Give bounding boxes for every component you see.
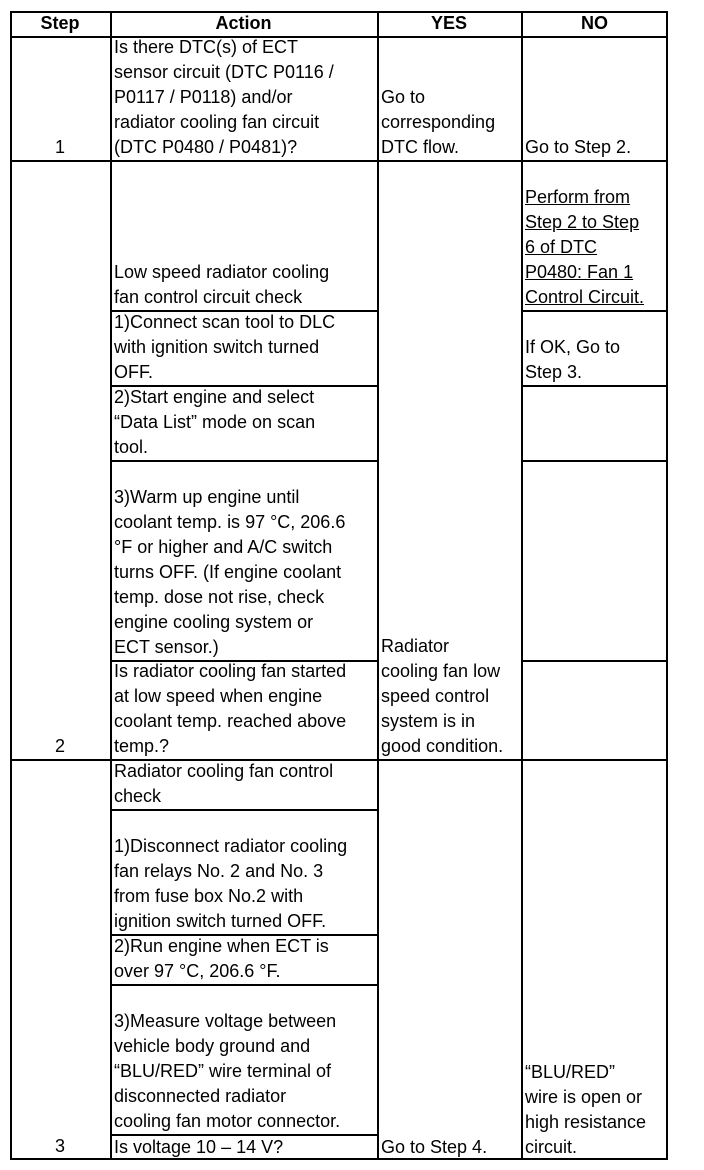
action-text: coolant temp. reached above [114, 711, 347, 731]
yes-text: Go to Step 4. [381, 1137, 488, 1157]
action-text: temp.? [114, 736, 170, 756]
no-divider [521, 460, 668, 462]
action-title-cell [110, 160, 377, 310]
action-text: “Data List” mode on scan [114, 412, 316, 432]
action-text: cooling fan motor connector. [114, 1111, 341, 1131]
yes-text: DTC flow. [381, 137, 460, 157]
yes-cell [377, 759, 521, 1160]
action-title-cell [110, 759, 377, 809]
no-text: If OK, Go to [525, 337, 621, 357]
action-text: 1)Disconnect radiator cooling [114, 836, 348, 856]
action-text: over 97 °C, 206.6 °F. [114, 961, 281, 981]
step-number: 3 [54, 1136, 65, 1156]
action-cell [110, 35, 377, 160]
yes-cell [377, 35, 521, 160]
action-text: coolant temp. is 97 °C, 206.6 [114, 512, 346, 532]
action-text: fan control circuit check [114, 287, 303, 307]
action-text: 2)Start engine and select [114, 387, 315, 407]
header-action: Action [215, 13, 272, 33]
action-substep-cell [110, 809, 377, 934]
yes-text: good condition. [381, 736, 504, 756]
action-text: at low speed when engine [114, 686, 323, 706]
action-text: Radiator cooling fan control [114, 761, 334, 781]
action-text: from fuse box No.2 with [114, 886, 304, 906]
diagnostic-table [10, 11, 668, 1160]
action-text: ECT sensor.) [114, 637, 219, 657]
action-substep-cell [110, 460, 377, 660]
dtc-reference-link[interactable]: Step 2 to Step [525, 212, 640, 232]
no-text: high resistance [525, 1112, 647, 1132]
header-no: NO [581, 13, 608, 33]
action-text: sensor circuit (DTC P0116 / [114, 62, 334, 82]
action-text: Is there DTC(s) of ECT [114, 37, 299, 57]
action-text: turns OFF. (If engine coolant [114, 562, 342, 582]
action-text: 2)Run engine when ECT is [114, 936, 329, 956]
yes-text: corresponding [381, 112, 496, 132]
dtc-reference-link[interactable]: 6 of DTC [525, 237, 598, 257]
dtc-reference-link[interactable]: Perform from [525, 187, 631, 207]
step-number: 1 [54, 137, 65, 157]
no-text: circuit. [525, 1137, 578, 1157]
no-text: wire is open or [525, 1087, 643, 1107]
no-cell [521, 35, 668, 160]
action-text: Is radiator cooling fan started [114, 661, 347, 681]
action-substep-cell [110, 310, 377, 385]
action-substep-cell [110, 385, 377, 460]
header-step: Step [40, 13, 80, 33]
no-link-cell [521, 160, 668, 310]
action-text: check [114, 786, 162, 806]
action-question-cell [110, 1134, 377, 1160]
action-text: Low speed radiator cooling [114, 262, 330, 282]
no-cell [521, 759, 668, 1160]
action-text: fan relays No. 2 and No. 3 [114, 861, 324, 881]
no-divider [521, 385, 668, 387]
action-text: “BLU/RED” wire terminal of [114, 1061, 332, 1081]
action-text: (DTC P0480 / P0481)? [114, 137, 298, 157]
no-text: Step 3. [525, 362, 583, 382]
action-text: Is voltage 10 – 14 V? [114, 1137, 284, 1157]
yes-text: Radiator [381, 636, 450, 656]
action-text: ignition switch turned OFF. [114, 911, 327, 931]
action-text: radiator cooling fan circuit [114, 112, 320, 132]
yes-text: Go to [381, 87, 426, 107]
action-text: engine cooling system or [114, 612, 314, 632]
action-text: disconnected radiator [114, 1086, 287, 1106]
action-text: with ignition switch turned [114, 337, 320, 357]
action-text: tool. [114, 437, 149, 457]
dtc-reference-link[interactable]: Control Circuit. [525, 287, 645, 307]
no-divider [521, 660, 668, 662]
action-text: °F or higher and A/C switch [114, 537, 333, 557]
step-number: 2 [54, 736, 65, 756]
action-text: 3)Warm up engine until [114, 487, 300, 507]
header-yes: YES [430, 13, 468, 33]
action-text: temp. dose not rise, check [114, 587, 325, 607]
yes-text: speed control [381, 686, 490, 706]
action-text: OFF. [114, 362, 153, 382]
action-question-cell [110, 660, 377, 759]
action-text: 1)Connect scan tool to DLC [114, 312, 336, 332]
action-text: P0117 / P0118) and/or [114, 87, 293, 107]
no-text: “BLU/RED” [525, 1062, 616, 1082]
action-text: vehicle body ground and [114, 1036, 311, 1056]
yes-text: cooling fan low [381, 661, 501, 681]
no-cell [521, 310, 668, 385]
action-substep-cell [110, 934, 377, 984]
yes-cell [377, 160, 521, 759]
no-text: Go to Step 2. [525, 137, 632, 157]
yes-text: system is in [381, 711, 476, 731]
action-substep-cell [110, 984, 377, 1134]
action-text: 3)Measure voltage between [114, 1011, 337, 1031]
dtc-reference-link[interactable]: P0480: Fan 1 [525, 262, 634, 282]
